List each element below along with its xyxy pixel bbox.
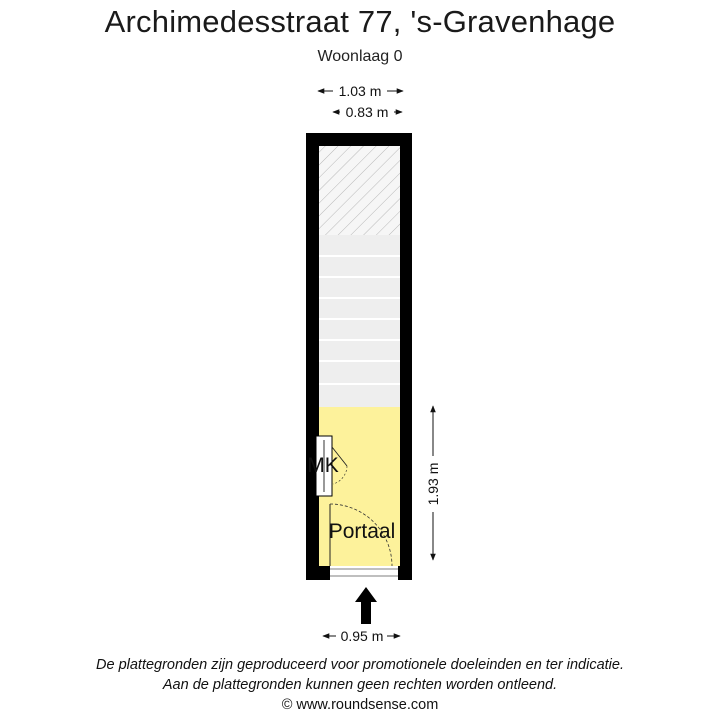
entrance-arrow-icon bbox=[355, 587, 377, 624]
bottom-width-dimension-label: 0.95 m bbox=[340, 628, 384, 644]
disclaimer bbox=[0, 655, 720, 715]
meterkast-label: MK bbox=[307, 454, 339, 477]
top-outer-dimension-label: 1.03 m bbox=[338, 83, 382, 99]
disclaimer-line-2: Aan de plattegronden kunnen geen rechten worden ontleend. bbox=[162, 677, 558, 693]
top-inner-dimension-label: 0.83 m bbox=[345, 104, 389, 120]
hatched-area bbox=[319, 146, 400, 235]
right-height-dimension bbox=[425, 406, 441, 560]
copyright-line: © www.roundsense.com bbox=[281, 697, 439, 713]
right-height-dimension-label: 1.93 m bbox=[425, 462, 441, 506]
floor-level-label: Woonlaag 0 bbox=[317, 48, 403, 65]
door-threshold bbox=[330, 566, 398, 580]
portaal-label: Portaal bbox=[328, 520, 396, 543]
top-outer-dimension bbox=[318, 83, 403, 99]
bottom-width-dimension bbox=[323, 628, 400, 644]
top-inner-dimension bbox=[333, 104, 402, 120]
staircase bbox=[319, 235, 400, 407]
disclaimer-line-1: De plattegronden zijn geproduceerd voor promotionele doeleinden en ter indicatie. bbox=[96, 657, 624, 673]
page-title: Archimedesstraat 77, 's-Gravenhage bbox=[104, 4, 616, 39]
